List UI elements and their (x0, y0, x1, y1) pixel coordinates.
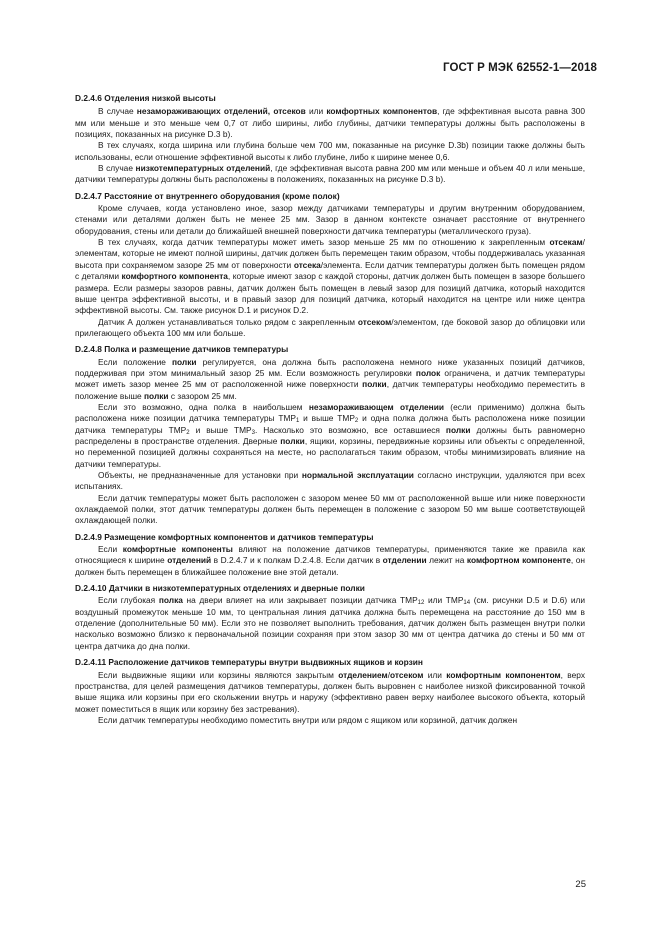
section-heading-d2410: D.2.4.10 Датчики в низкотемпературных отделениях и дверные полки (75, 583, 365, 594)
paragraph: В тех случаях, когда датчик температуры может иметь зазор меньше 25 мм по отношению к закрепленным отсекам/элементам, которые не имеют полной ширины, датчик должен быть перемещен таким образом, чтобы поддерживалась указанная высота при сохраняемом зазоре 25 мм от поверхности отсека/элемента. Если датчик температуры должен быть помещен рядом с деталями комфортного компонента, которые имеют зазор с каждой стороны, датчик должен быть помещен в зазоре большего размера. Если размеры зазоров равны, датчик должен быть помещен в левый зазор для позиций датчика, который находится выше центра эффективной высоты, и в правый зазор для позиций датчика, который находится на центре или ниже центра эффективной высоты. См. также рисунок D.1 и рисунок D.2. (75, 237, 585, 316)
paragraph: Объекты, не предназначенные для установки при нормальной эксплуатации согласно инструкции, удаляются при всех испытаниях. (75, 470, 586, 492)
paragraph: Если выдвижные ящики или корзины являются закрытым отделением/отсеком или комфортным компонентом, верх пространства, для целей размещения датчиков температуры, должен быть выровнен с наиболее низкой фиксированной точкой выше ящика или корзины при его скольжении внутрь и наружу (эффективно равен верху наиболее высокого объекта, который может поместиться в ящик или корзину без застревания). (75, 669, 585, 714)
section-heading-d249: D.2.4.9 Размещение комфортных компонентов и датчиков температуры (75, 531, 374, 542)
page-body (75, 93, 585, 726)
paragraph: Если датчик температуры необходимо поместить внутри или рядом с ящиком или корзиной, датчик должен (98, 714, 518, 725)
section-heading-d247: D.2.4.7 Расстояние от внутреннего оборудования (кроме полок) (75, 190, 340, 201)
paragraph: Если положение полки регулируется, она должна быть расположена немного ниже указанных позиций датчиков, поддерживая при этом минимальный зазор 25 мм. Если возможность регулировки полок ограничена, и датчик температуры может иметь зазор менее 25 мм от расположенной ниже поверхности полки, датчик температуры необходимо переместить в положение выше полки с зазором 25 мм. (75, 356, 585, 401)
paragraph: Датчик А должен устанавливаться только рядом с закрепленным отсеком/элементом, где боковой зазор до облицовки или прилегающего объекта 100 мм или больше. (75, 316, 585, 338)
section-heading-d246: D.2.4.6 Отделения низкой высоты (75, 93, 216, 103)
paragraph: Если датчик температуры может быть расположен с зазором менее 50 мм от расположенной выше или ниже поверхности охлаждаемой полки, этот датчик температуры должен быть перемещен в положение с зазором 50 мм выше соответствующей охлаждающей полки. (75, 492, 585, 526)
page-number: 25 (575, 879, 586, 890)
paragraph: В тех случаях, когда ширина или глубина больше чем 700 мм, показанные на рисунке D.3b) позиции также должны быть использованы, если отношение эффективной высоты к либо глубине, либо к ширине менее 0,6. (75, 140, 585, 162)
paragraph: Если это возможно, одна полка в наибольшем незамораживающем отделении (если применимо) должна быть расположена ниже позиции датчика температуры $TMP_1$ и выше $TMP_2$ и одна полка должна быть расположена ниже позиции датчика температуры $TMP_2$ и выше $TMP_3$. Насколько это возможно, все оставшиеся полки должны быть равномерно распределены в пространстве отделения. Дверные полки, ящики, корзины, передвижные корзины или объекты с определенной, но переменной позицией должны сохраняться на месте, но располагаться таким образом, чтобы минимизировать влияние на датчики температуры. (75, 401, 586, 469)
paragraph: Если глубокая полка на двери влияет на или закрывает позиции датчика $TMP_{12}$ или $TMP_{14}$ (см. рисунки D.5 и D.6) или воздушный промежуток меньше 10 мм, то центральная линия датчика должна быть перемещена на расстояние до 150 мм в отделение (дополнительные 50 мм). Если это не позволяет выполнить требования, датчик должен быть размещен внутри полки насколько возможно близко к первоначальной позиции сохраняя при этом зазор 30 мм от центра датчика до стены и 50 мм от центра датчика до дна полки. (75, 595, 586, 651)
section-heading-d248: D.2.4.8 Полка и размещение датчиков температуры (75, 344, 289, 355)
paragraph: Кроме случаев, когда установлено иное, зазор между датчиками температуры и другим внутренним оборудованием, стенами или деталями должен быть не менее 25 мм. Зазор в данном контексте означает расстояние от внутреннего оборудования, стены или детали до ближайшей внешней поверхности датчика температуры (металлического груза). (75, 203, 585, 236)
section-heading-d2411: D.2.4.11 Расположение датчиков температуры внутри выдвижных ящиков и корзин (75, 657, 423, 668)
paragraph: Если комфортные компоненты влияют на положение датчиков температуры, применяются такие же правила как относящиеся к ширине отделений в D.2.4.7 и к полкам D.2.4.8. Если датчик в отделении лежит на комфортном компоненте, он должен быть перемещен в ближайшее положение вне этой детали. (75, 544, 585, 577)
document-header: ГОСТ Р МЭК 62552-1—2018 (443, 62, 597, 74)
paragraph: В случае низкотемпературных отделений, где эффективная высота равна 200 мм или меньше и объем 40 л или меньше, датчики температуры должны быть расположены в положениях, показанных на рисунке D.3 b). (75, 163, 586, 185)
paragraph: В случае незамораживающих отделений, отсеков или комфортных компонентов, где эффективная высота равна 300 мм или меньше и это меньше чем 0,7 от либо ширины, либо глубины, датчики температуры должны быть расположены в позициях, показанных на рисунке D.3 b). (75, 106, 586, 140)
